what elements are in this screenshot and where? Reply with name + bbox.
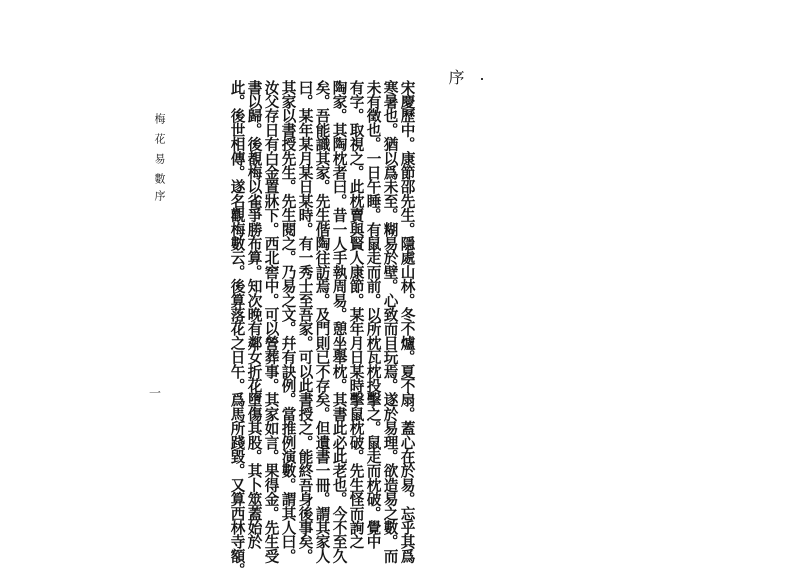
text-column-10: 書以歸。後覩梅以雀爭勝布算。知次晚有鄰女折花墮傷其股。其卜筮蓋始於 (245, 80, 263, 549)
text-column-9: 汝父存日有白金置牀下。西北窖中。可以營葬事。其家如言。果得金。先生受 (262, 80, 280, 563)
running-section-label: 序 (153, 190, 166, 201)
text-column-7: 曰。某年某月某日某時。有一秀士至吾家。可以此書授之。能終吾身後事矣。 (296, 80, 314, 563)
text-column-5: 陶家。其陶枕者曰。昔一人手執周易。憩坐舉枕。其書此必此老也。今不至久 (330, 80, 348, 563)
text-column-2: 寒暑也。猶以爲未至。糊易於壁。心致而目玩焉。遂於易理。欲造易之數。而 (381, 80, 399, 563)
text-column-8: 其家以書授先生。先生閱之。乃易之文。幷有訣例。當推例演數。謂其人曰。 (279, 80, 297, 563)
text-column-6: 矣。吾能識其家。先生偕陶往訪焉。及門則已不存矣。但遺書一冊。謂其家人 (313, 80, 331, 563)
text-column-4: 有字。取視之。此枕賣與賢人康節。某年月日某時擊鼠枕破。先生怪而詢之 (347, 80, 365, 549)
running-book-title: 梅花易數 (153, 113, 166, 193)
page-number: 一 (149, 386, 162, 400)
preface-title: 序 (446, 69, 465, 85)
text-column-1: 宋慶歷中。康節邵先生。隱處山林。冬不爐。夏不扇。蓋心在於易。忘乎其爲 (398, 80, 416, 563)
text-column-3: 未有徵也。一日午睡。有鼠走而前。以所枕瓦枕投擊之。鼠走而枕破。覺中 (364, 80, 382, 549)
ink-speck (481, 78, 483, 80)
text-column-11: 此。後世相傳。遂名觀梅數云。後算落花之日午。爲馬所踐毀。又算西林寺額。 (228, 80, 246, 577)
